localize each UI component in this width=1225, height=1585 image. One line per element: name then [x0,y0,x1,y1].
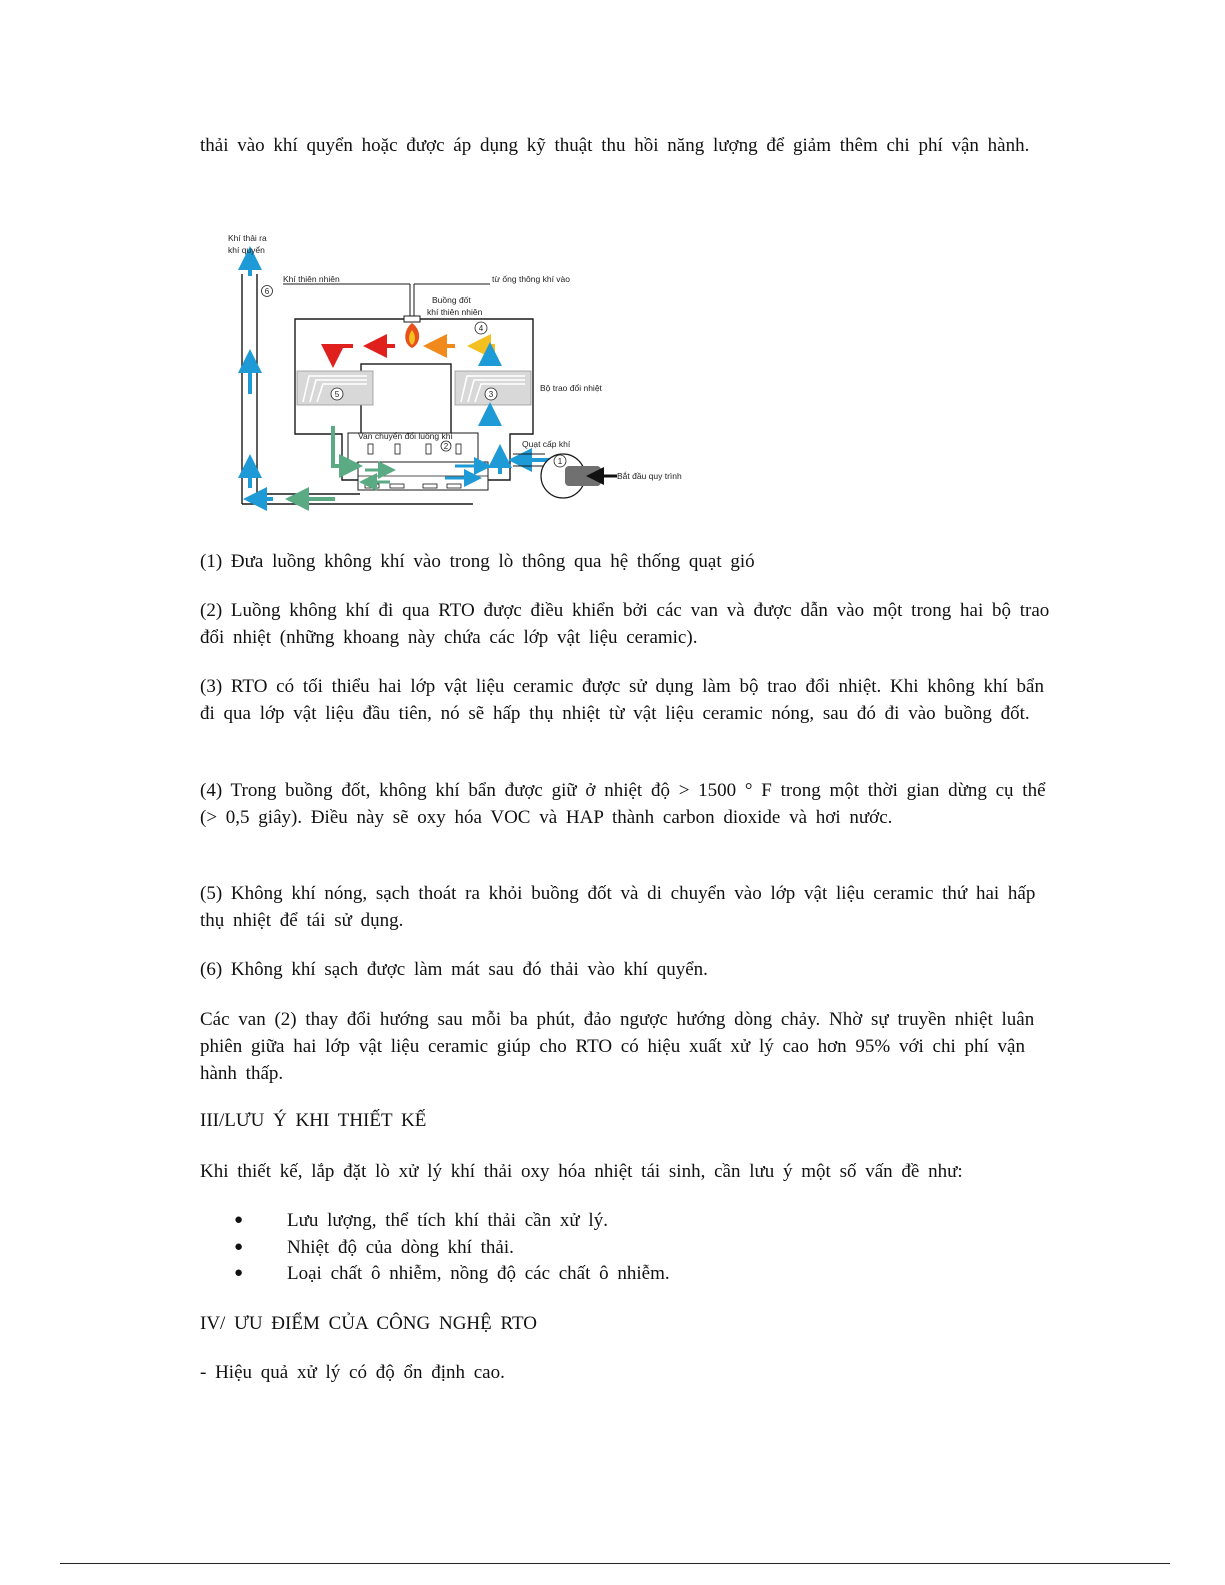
step-5: (5) Không khí nóng, sạch thoát ra khỏi buồng đốt và di chuyển vào lớp vật liệu ceramic thứ hai hấp thụ nhiệt để tái sử dụng. [200,883,1036,931]
step-2: (2) Luồng không khí đi qua RTO được điều khiển bởi các van và được dẫn vào một trong hai bộ trao đổi nhiệt (những khoang này chứa các lớp vật liệu ceramic). [200,600,1050,648]
step-3: (3) RTO có tối thiểu hai lớp vật liệu ceramic được sử dụng làm bộ trao đổi nhiệt. Khi không khí bẩn đi qua lớp vật liệu đầu tiên, nó sẽ hấp thụ nhiệt từ vật liệu ceramic nóng, sau đó đi vào buồng đốt. [200,676,1044,724]
bullet-text: Nhiệt độ của dòng khí thải. [287,1237,514,1258]
section-heading-design-notes: III/LƯU Ý KHI THIẾT KẾ [200,1110,427,1131]
step-4: (4) Trong buồng đốt, không khí bẩn được giữ ở nhiệt độ > 1500 ° F trong một thời gian dừng cụ thể (> 0,5 giây). Điều này sẽ oxy hóa VOC và HAP thành carbon dioxide và hơi nước. [200,780,1046,828]
marker-4: 4 [478,324,484,333]
design-intro-paragraph: Khi thiết kế, lắp đặt lò xử lý khí thải oxy hóa nhiệt tái sinh, cần lưu ý một số vấn đề như: [200,1161,963,1182]
page-bottom-rule [60,1563,1170,1564]
step-1: (1) Đưa luồng không khí vào trong lò thông qua hệ thống quạt gió [200,551,755,572]
advantage-item: - Hiệu quả xử lý có độ ổn định cao. [200,1362,505,1383]
intro-paragraph: thải vào khí quyển hoặc được áp dụng kỹ thuật thu hồi năng lượng để giảm thêm chi phí vận hành. [200,135,1030,156]
label-natural-gas: Khí thiên nhiên [283,274,340,284]
marker-1: 1 [557,457,563,466]
marker-6: 6 [264,287,270,296]
label-vent-in: từ ống thông khí vào [492,274,570,284]
bullet-icon: ● [234,1212,244,1228]
marker-5: 5 [334,390,340,399]
label-exhaust-line1: Khí thải ra [228,233,267,243]
rto-process-diagram [215,226,705,516]
label-heat-exchanger: Bộ trao đổi nhiệt [540,383,602,393]
bullet-text: Lưu lượng, thể tích khí thải cần xử lý. [287,1210,608,1231]
label-start: Bắt đầu quy trình [617,471,682,481]
bullet-icon: ● [234,1239,244,1255]
marker-2: 2 [443,442,449,451]
valve-note-paragraph: Các van (2) thay đổi hướng sau mỗi ba phút, đảo ngược hướng dòng chảy. Nhờ sự truyền nhiệt luân phiên giữa hai lớp vật liệu ceramic giúp cho RTO có hiệu xuất xử lý cao hơn 95% với chi phí vận hành thấp. [200,1009,1035,1084]
label-chamber-line2: khí thiên nhiên [427,307,483,317]
label-valve: Van chuyển đổi luồng khí [358,431,453,441]
bullet-icon: ● [234,1265,244,1281]
label-chamber-line1: Buồng đốt [432,295,471,305]
label-fan: Quạt cấp khí [522,439,571,449]
section-heading-advantages: IV/ ƯU ĐIỂM CỦA CÔNG NGHỆ RTO [200,1313,538,1334]
marker-3: 3 [488,390,494,399]
bullet-text: Loại chất ô nhiễm, nồng độ các chất ô nhiễm. [287,1263,670,1284]
step-6: (6) Không khí sạch được làm mát sau đó thải vào khí quyển. [200,959,708,980]
label-exhaust-line2: khí quyển [228,245,265,255]
